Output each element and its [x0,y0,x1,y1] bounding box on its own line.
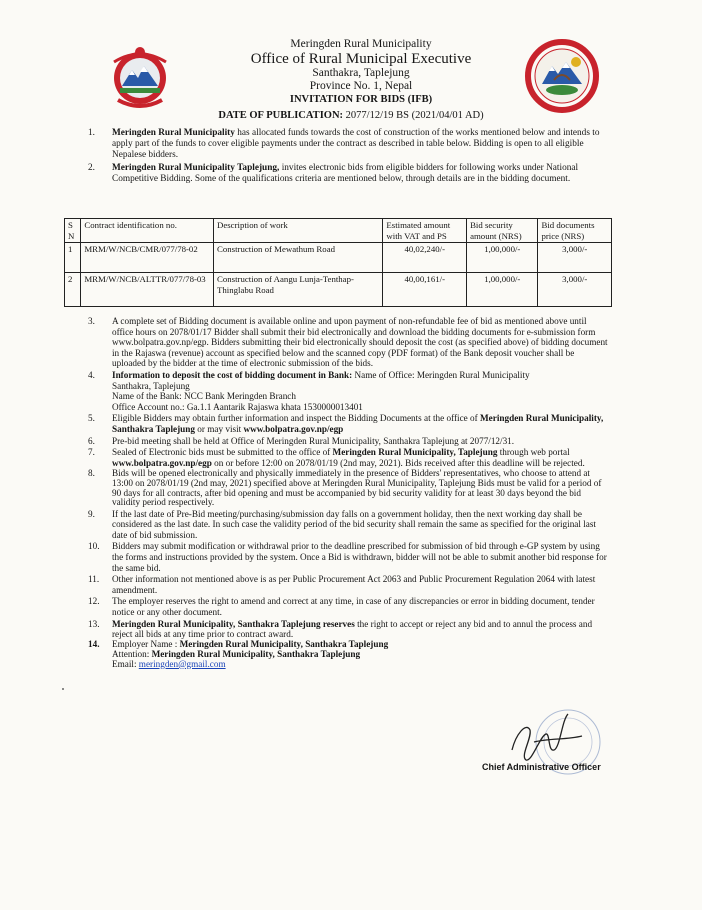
item-number: 14. [88,638,100,649]
cell-estimate: 40,00,161/- [383,273,467,307]
item-number: 9. [88,508,95,519]
item-text: invites electronic bids from eligible bidders for following works under National Competitive Bidding. Some of the qualifications criteria are mentioned below, through details are in the bidding document. [112,163,579,184]
item-bold-text: Information to deposit the cost of bidding document in Bank: [112,369,353,380]
item-text: A complete set of Bidding document is available online and upon payment of non-refundable fee of bid as mentioned above until office hours on 2078/01/17 Bidder shall submit their bid electronically and download the bidding documents for e-submission form www.bolpatra.gov.np/egp. Bidders submitting their bid electronically should deposit the cost (as specified above) of bidding document in the Rajaswa (revenue) account as specified below and the scanned copy (PDF format) of the Bank deposit voucher shall be uploaded by the bidder at the time of electronic submission of the bids. [112,316,608,369]
table-row [65,243,612,273]
item-bold-text: Meringden Rural Municipality, Santhakra Taplejung reserves [112,618,355,629]
list-item [88,619,608,639]
item-number: 13. [88,618,100,629]
item-number: 7. [88,447,95,458]
item-text: Eligible Bidders may obtain further information and inspect the Bidding Documents at the office of [112,413,481,424]
cell-contract: MRM/W/NCB/ALTTR/077/78-03 [81,273,214,307]
cell-sn: 2 [65,273,81,307]
item-text: Attention: [112,648,152,659]
bids-table [64,218,612,307]
cell-description: Construction of Aangu Lunja-Tenthap-Thinglabu Road [213,273,382,307]
cell-security: 1,00,000/- [467,243,538,273]
cell-doc-price: 3,000/- [538,273,612,307]
list-item [88,469,608,507]
item-text: Pre-bid meeting shall be held at Office of Meringden Rural Municipality, Santhakra Taplejung at 2077/12/31. [112,435,515,446]
item-text: Name of Office: Meringden Rural Municipality [352,369,530,380]
item-text: through web portal [497,447,570,458]
cell-estimate: 40,02,240/- [383,243,467,273]
publication-value: 2077/12/19 BS (2021/04/01 AD) [345,110,484,121]
scan-speck [62,688,64,690]
office-location: Santhakra, Taplejung [312,67,410,79]
account-number: Office Account no.: Ga.1.1 Aantarik Rajaswa khata 1530000013401 [112,401,363,412]
list-item [88,639,608,669]
header-sn: S N [65,219,81,243]
item-number: 1. [88,128,95,138]
item-text: on or before 12:00 on 2078/01/19 (2nd may, 2021). Bids received after this deadline will be rejected. [211,457,585,468]
header-security: Bid security amount (NRS) [467,219,538,243]
item-text: Other information not mentioned above is as per Public Procurement Act 2063 and Public Procurement Regulation 2064 with latest amendment. [112,574,596,595]
email-link[interactable]: meringden@gmail.com [138,658,226,669]
item-number: 6. [88,435,95,446]
letterhead [180,38,542,106]
publication-label: DATE OF PUBLICATION: [218,110,344,121]
office-name: Office of Rural Municipal Executive [250,51,472,67]
list-item [88,541,608,573]
list-item [88,436,608,447]
header-contract: Contract identification no. [81,219,214,243]
item-text: If the last date of Pre-Bid meeting/purchasing/submission day falls on a government holiday, then the next working day shall be considered as the last date. In such case the validity period of the bid security shall remain the same as specified for the original last date of bid submission. [112,508,596,540]
item-text: The employer reserves the right to amend and correct at any time, in case of any discrepancies or error in bidding document, tender notice or any other document. [112,596,595,618]
item-number: 2. [88,163,95,173]
list-item [88,509,608,541]
table-header-row [65,219,612,243]
list-item [88,370,608,412]
item-text: Santhakra, Taplejung [112,380,190,391]
item-number: 8. [88,468,95,479]
province: Province No. 1, Nepal [309,80,413,92]
signatory-title: Chief Administrative Officer [482,762,601,772]
item-text: Bids will be opened electronically and physically immediately in the presence of Bidders' representatives, who choose to attend at 13:00 on 2078/01/19 (2nd may, 2021) specified above at Meringden Rural Municipality, Taplejung Bids must be valid for a period of 90 days for all contracts, after bid opening and must be accompanied by bid security validity for at least 30 days beyond the bid validity period respectively. [112,468,602,508]
list-item [88,574,608,595]
notice-title: INVITATION FOR BIDS (IFB) [289,94,433,105]
header-doc-price: Bid documents price (NRS) [538,219,612,243]
item-number: 3. [88,316,95,326]
nepal-emblem-logo [104,40,176,112]
cell-security: 1,00,000/- [467,273,538,307]
header-description: Description of work [213,219,382,243]
item-text: Bidders may submit modification or withdrawal prior to the deadline prescribed for submission of bid through e-GP system by using the forms and instructions provided by the system. Once a Bid is withdrawn, bidder will not be able to submit another bid response for the same bid. [112,541,607,573]
cell-contract: MRM/W/NCB/CMR/077/78-02 [81,243,214,273]
item-text: the right to accept or reject any bid and to annul the process and reject all bids at any time prior to contract award. [112,618,593,639]
item-bold-text: Meringden Rural Municipality, Taplejung [332,447,498,458]
municipality-name: Meringden Rural Municipality [290,38,432,50]
item-text: Email: [112,658,139,669]
cell-doc-price: 3,000/- [538,243,612,273]
item-text: has allocated funds towards the cost of construction of the works mentioned below and intends to apply part of the funds to cover eligible payments under the contract as described in table below. Bidding is open to all eligible Nepalese bidders. [112,128,600,160]
list-item [88,447,608,468]
attention-name: Meringden Rural Municipality, Santhakra Taplejung [151,648,361,659]
item-bold-text: Meringden Rural Municipality, Santhakra Taplejung [112,413,604,434]
item-bold-text: Meringden Rural Municipality Taplejung, [112,163,280,173]
list-item [88,413,608,434]
item-number: 4. [88,369,95,380]
list-item [88,163,608,185]
header-estimate: Estimated amount with VAT and PS [383,219,467,243]
portal-url: www.bolpatra.gov.np/egp [243,423,344,434]
item-number: 5. [88,413,95,424]
employer-name: Meringden Rural Municipality, Santhakra Taplejung [179,638,389,649]
item-text: Sealed of Electronic bids must be submitted to the office of [112,447,333,458]
terms-list [88,316,608,669]
cell-description: Construction of Mewathum Road [213,243,382,273]
list-item [88,128,608,161]
item-number: 11. [88,574,100,585]
list-item [88,316,608,369]
table-row [65,273,612,307]
item-text: Employer Name : [112,638,180,649]
item-text: or may visit [194,423,244,434]
intro-list [88,128,608,185]
publication-date [0,110,702,121]
cell-sn: 1 [65,243,81,273]
item-number: 10. [88,541,100,552]
list-item [88,596,608,617]
bank-name: Name of the Bank: NCC Bank Meringden Branch [112,391,296,402]
item-bold-text: Meringden Rural Municipality [112,128,235,138]
portal-url: www.bolpatra.gov.np/egp [112,457,212,468]
item-number: 12. [88,596,100,607]
